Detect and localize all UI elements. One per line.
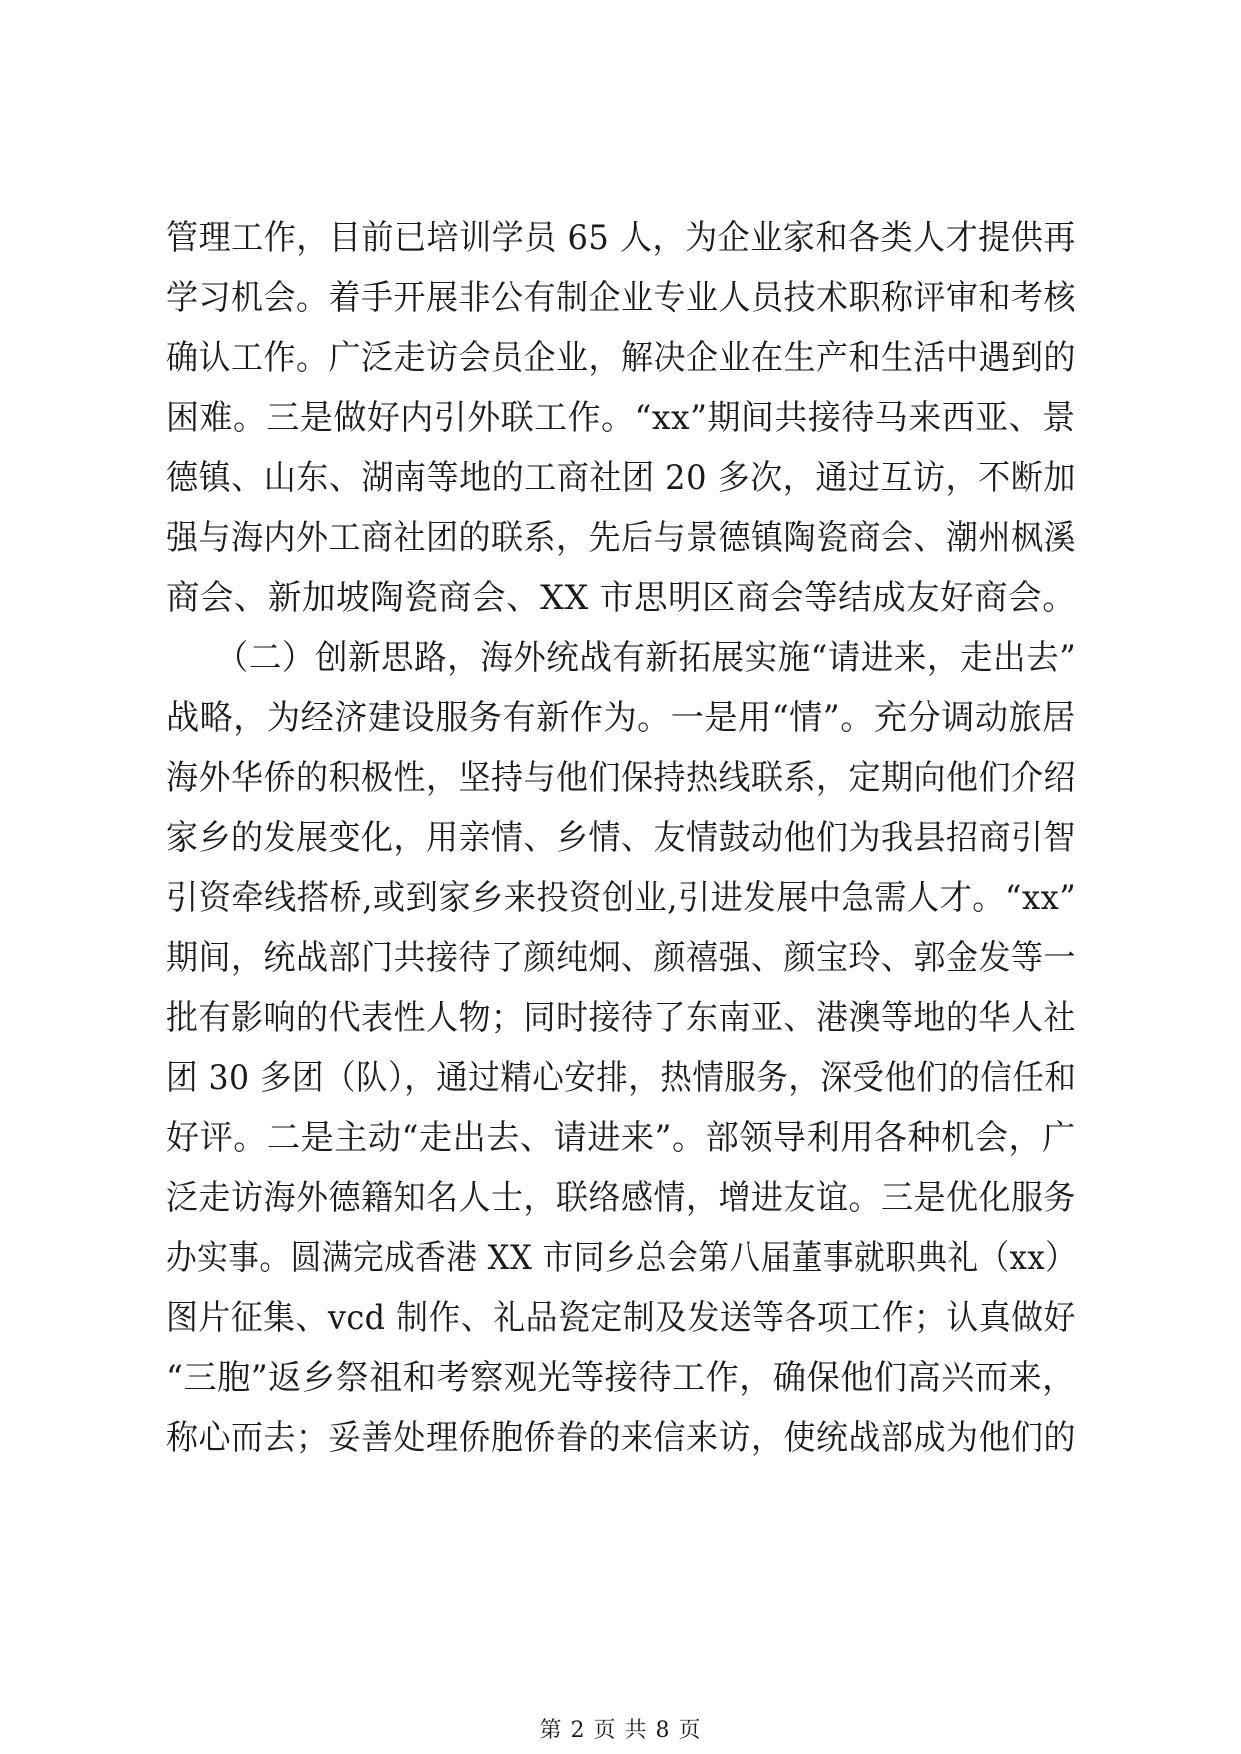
paragraph-line: 家乡的发展变化，用亲情、乡情、友情鼓动他们为我县招商引智 [166, 818, 1076, 858]
paragraph-line: 团 30 多团（队），通过精心安排，热情服务，深受他们的信任和 [166, 1058, 1077, 1098]
paragraph-line: “三胞”返乡祭祖和考察观光等接待工作，确保他们高兴而来， [166, 1358, 1076, 1398]
paragraph-line: 泛走访海外德籍知名人士，联络感情，增进友谊。三是优化服务 [166, 1178, 1076, 1218]
paragraph-line: 图片征集、vcd 制作、礼品瓷定制及发送等各项工作；认真做好 [166, 1298, 1076, 1338]
page-number: 第 2 页 共 8 页 [539, 1718, 702, 1743]
paragraph-line: （二）创新思路，海外统战有新拓展实施“请进来，走出去” [166, 638, 1077, 678]
paragraph-line: 期间，统战部门共接待了颜纯炯、颜禧强、颜宝玲、郭金发等一 [166, 938, 1076, 978]
paragraph-line: 战略，为经济建设服务有新作为。一是用“情”。充分调动旅居 [166, 698, 1076, 738]
paragraph-line: 困难。三是做好内引外联工作。“xx”期间共接待马来西亚、景 [166, 398, 1076, 438]
paragraph-line: 批有影响的代表性人物；同时接待了东南亚、港澳等地的华人社 [166, 998, 1076, 1038]
paragraph-line: 管理工作，目前已培训学员 65 人，为企业家和各类人才提供再 [166, 218, 1076, 258]
paragraph-line: 海外华侨的积极性，坚持与他们保持热线联系，定期向他们介绍 [166, 758, 1076, 798]
paragraph-line: 强与海内外工商社团的联系，先后与景德镇陶瓷商会、潮州枫溪 [166, 518, 1076, 558]
paragraph-line: 商会、新加坡陶瓷商会、XX 市思明区商会等结成友好商会。 [166, 578, 1077, 618]
paragraph-line: 称心而去；妥善处理侨胞侨眷的来信来访，使统战部成为他们的 [166, 1418, 1076, 1458]
paragraph-line: 好评。二是主动“走出去、请进来”。部领导利用各种机会，广 [166, 1118, 1076, 1158]
paragraph-line: 德镇、山东、湖南等地的工商社团 20 多次，通过互访，不断加 [166, 458, 1076, 498]
paragraph-line: 引资牵线搭桥,或到家乡来投资创业,引进发展中急需人才。“xx” [166, 878, 1077, 918]
paragraph-line: 确认工作。广泛走访会员企业，解决企业在生产和生活中遇到的 [166, 338, 1076, 378]
paragraph-line: 办实事。圆满完成香港 XX 市同乡总会第八届董事就职典礼（xx） [166, 1238, 1077, 1278]
paragraph-line: 学习机会。着手开展非公有制企业专业人员技术职称评审和考核 [166, 278, 1076, 318]
